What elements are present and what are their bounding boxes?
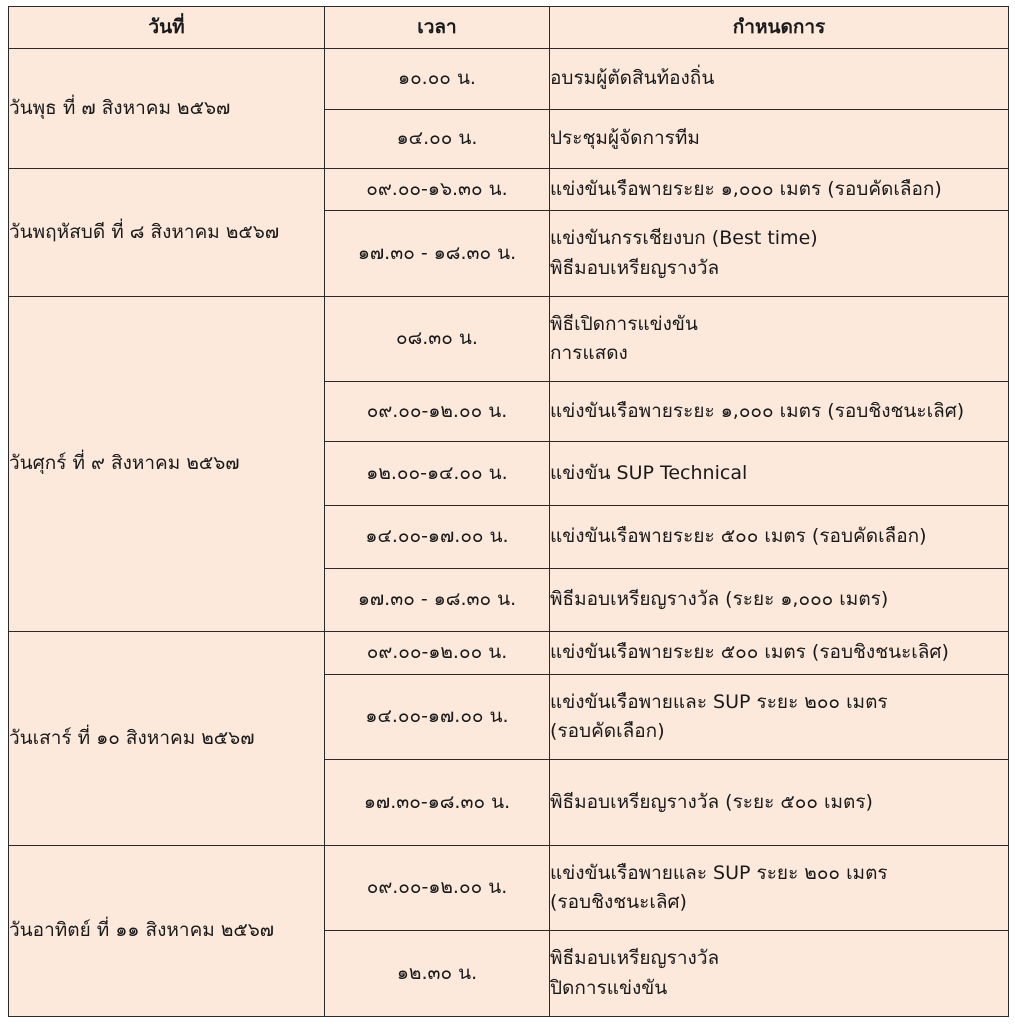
time-cell: ๐๘.๓๐ น.	[325, 297, 550, 382]
event-cell	[550, 760, 1009, 846]
event-cell	[550, 846, 1009, 931]
event-cell	[550, 569, 1009, 632]
event-line: แข่งขันกรรเชียงบก (Best time)	[550, 227, 818, 250]
header-row	[9, 7, 1009, 49]
event-cell	[550, 110, 1009, 169]
event-cell	[550, 442, 1009, 506]
event-line: แข่งขันเรือพายและ SUP ระยะ ๒๐๐ เมตร	[550, 861, 888, 884]
event-cell	[550, 169, 1009, 211]
event-cell	[550, 49, 1009, 110]
time-cell: ๐๙.๐๐-๑๖.๓๐ น.	[325, 169, 550, 211]
day-cell: วันศุกร์ ที่ ๙ สิงหาคม ๒๕๖๗	[9, 297, 325, 632]
event-line: แข่งขัน SUP Technical	[550, 461, 748, 484]
event-line: ประชุมผู้จัดการทีม	[550, 127, 700, 150]
event-line: แข่งขันเรือพายและ SUP ระยะ ๒๐๐ เมตร	[550, 690, 888, 713]
table-row	[9, 169, 1009, 211]
time-cell: ๐๙.๐๐-๑๒.๐๐ น.	[325, 632, 550, 675]
table-row	[9, 49, 1009, 110]
time-cell: ๑๔.๐๐-๑๗.๐๐ น.	[325, 675, 550, 760]
day-cell: วันพฤหัสบดี ที่ ๘ สิงหาคม ๒๕๖๗	[9, 169, 325, 297]
event-line: แข่งขันเรือพายระยะ ๑,๐๐๐ เมตร (รอบคัดเลือก)	[550, 177, 942, 200]
time-cell: ๐๙.๐๐-๑๒.๐๐ น.	[325, 846, 550, 931]
day-cell: วันเสาร์ ที่ ๑๐ สิงหาคม ๒๕๖๗	[9, 632, 325, 846]
event-cell	[550, 297, 1009, 382]
event-cell	[550, 931, 1009, 1017]
event-line: อบรมผู้ตัดสินท้องถิ่น	[550, 67, 715, 90]
event-line: ปิดการแข่งขัน	[550, 976, 668, 999]
event-line: การแสดง	[550, 342, 628, 364]
event-line: แข่งขันเรือพายระยะ ๕๐๐ เมตร (รอบคัดเลือก)	[550, 525, 927, 548]
time-cell: ๑๒.๓๐ น.	[325, 931, 550, 1017]
time-cell: ๑๗.๓๐-๑๘.๓๐ น.	[325, 760, 550, 846]
time-cell: ๐๙.๐๐-๑๒.๐๐ น.	[325, 382, 550, 442]
schedule-table	[8, 6, 1009, 1017]
table-row	[9, 632, 1009, 675]
time-cell: ๑๗.๓๐ - ๑๘.๓๐ น.	[325, 211, 550, 297]
time-cell: ๑๗.๓๐ - ๑๘.๓๐ น.	[325, 569, 550, 632]
event-line: พิธีมอบเหรียญรางวัล	[550, 256, 720, 279]
event-line: พิธีมอบเหรียญรางวัล (ระยะ ๑,๐๐๐ เมตร)	[550, 588, 889, 611]
table-row	[9, 297, 1009, 382]
table-row	[9, 846, 1009, 931]
day-cell: วันอาทิตย์ ที่ ๑๑ สิงหาคม ๒๕๖๗	[9, 846, 325, 1017]
event-line: (รอบชิงชนะเลิศ)	[550, 891, 687, 913]
time-cell: ๑๔.๐๐ น.	[325, 110, 550, 169]
event-cell	[550, 211, 1009, 297]
event-cell	[550, 632, 1009, 675]
event-line: (รอบคัดเลือก)	[550, 720, 665, 742]
event-line: พิธีมอบเหรียญรางวัล (ระยะ ๕๐๐ เมตร)	[550, 790, 873, 813]
time-cell: ๑๐.๐๐ น.	[325, 49, 550, 110]
header-day: วันที่	[9, 7, 325, 49]
header-time: เวลา	[325, 7, 550, 49]
event-cell	[550, 675, 1009, 760]
event-cell	[550, 506, 1009, 569]
event-line: แข่งขันเรือพายระยะ ๕๐๐ เมตร (รอบชิงชนะเลิศ)	[550, 641, 949, 664]
day-cell: วันพุธ ที่ ๗ สิงหาคม ๒๕๖๗	[9, 49, 325, 169]
event-line: พิธีเปิดการแข่งขัน	[550, 312, 698, 335]
time-cell: ๑๒.๐๐-๑๔.๐๐ น.	[325, 442, 550, 506]
header-event: กำหนดการ	[550, 7, 1009, 49]
time-cell: ๑๔.๐๐-๑๗.๐๐ น.	[325, 506, 550, 569]
event-line: พิธีมอบเหรียญรางวัล	[550, 947, 720, 970]
event-line: แข่งขันเรือพายระยะ ๑,๐๐๐ เมตร (รอบชิงชนะเลิศ)	[550, 399, 965, 422]
event-cell	[550, 382, 1009, 442]
